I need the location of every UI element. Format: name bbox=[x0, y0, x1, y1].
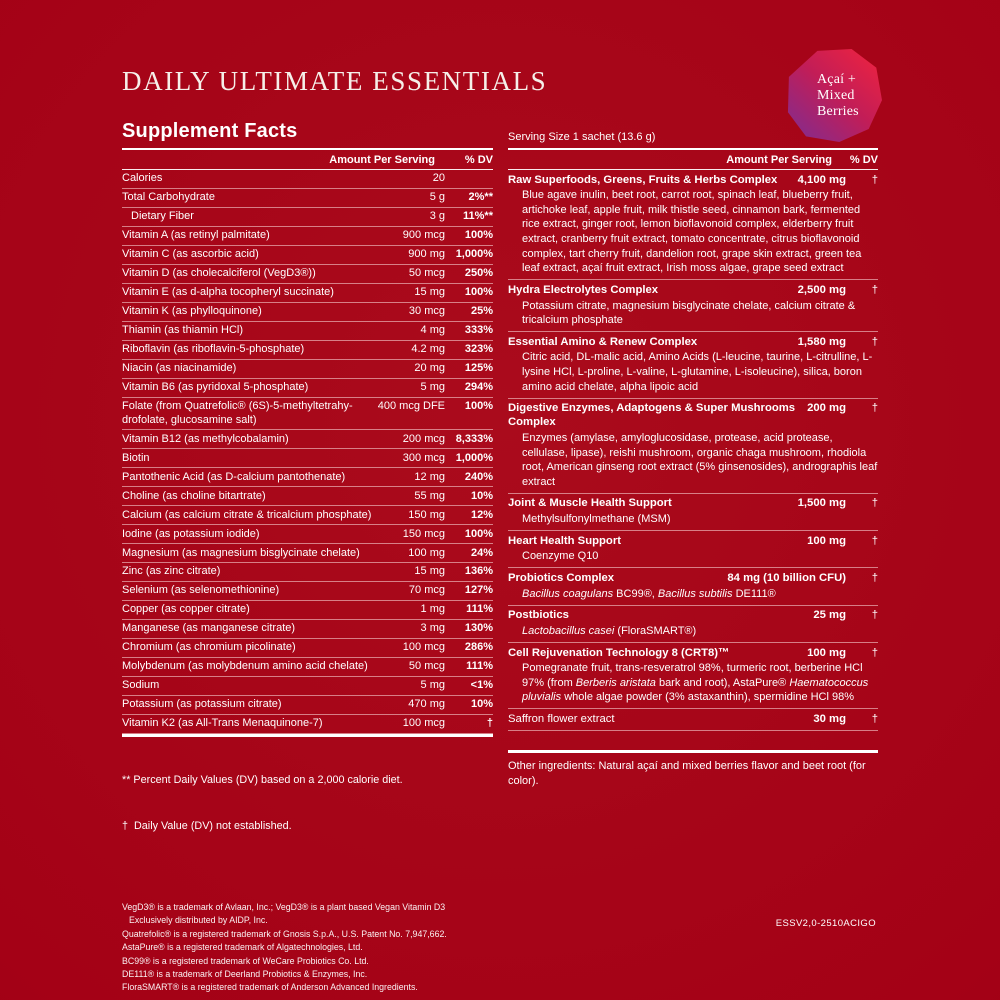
nutrient-row bbox=[122, 696, 493, 715]
complex-row bbox=[508, 170, 878, 280]
nutrient-row bbox=[122, 265, 493, 284]
nutrient-amount: 15 mg bbox=[414, 565, 445, 578]
nutrient-name: Vitamin B6 (as pyridoxal 5-phosphate) bbox=[122, 381, 309, 394]
nutrient-name: Pantothenic Acid (as D-calcium pantothenate) bbox=[122, 470, 346, 483]
complex-row bbox=[508, 280, 878, 332]
nutrient-dv: 127% bbox=[464, 584, 493, 597]
nutrient-amount: 900 mcg bbox=[402, 229, 445, 242]
nutrient-row bbox=[122, 620, 493, 639]
complex-row bbox=[508, 399, 878, 494]
nutrient-row bbox=[122, 322, 493, 341]
nutrient-row bbox=[122, 544, 493, 563]
nutrient-amount: 4.2 mg bbox=[411, 343, 445, 356]
nutrient-name: Riboflavin (as riboflavin-5-phosphate) bbox=[122, 343, 305, 356]
serving-size-wrap bbox=[508, 120, 878, 148]
nutrient-name: Magnesium (as magnesium bisglycinate chelate) bbox=[122, 546, 360, 559]
complex-dv: † bbox=[871, 534, 878, 547]
complex-row bbox=[508, 709, 878, 730]
complex-ingredients: Bacillus coagulans BC99®, Bacillus subtilis DE111® bbox=[522, 587, 776, 600]
nutrient-dv: 100% bbox=[464, 527, 493, 540]
nutrient-amount: 55 mg bbox=[414, 489, 445, 502]
nutrient-name: Vitamin C (as ascorbic acid) bbox=[122, 248, 259, 261]
nutrient-dv: 250% bbox=[464, 267, 493, 280]
nutrient-name: Calcium (as calcium citrate & tricalcium phosphate) bbox=[122, 508, 372, 521]
nutrient-dv: 333% bbox=[464, 324, 493, 337]
nutrient-dv: 10% bbox=[470, 489, 493, 502]
complex-dv: † bbox=[871, 646, 878, 659]
nutrient-row bbox=[122, 601, 493, 620]
product-code: ESSV2,0-2510ACIGO bbox=[775, 918, 876, 929]
nutrient-amount: 30 mcg bbox=[408, 305, 445, 318]
nutrient-name: Iodine (as potassium iodide) bbox=[122, 527, 260, 540]
complex-row bbox=[508, 494, 878, 531]
trademark-note: Exclusively distributed by AIDP, Inc. bbox=[129, 915, 268, 926]
complex-amount: 1,500 mg bbox=[797, 497, 846, 510]
complex-header bbox=[508, 283, 878, 297]
nutrient-dv: 286% bbox=[464, 641, 493, 654]
nutrient-amount: 400 mcg DFE bbox=[377, 400, 445, 413]
nutrient-dv: 1,000% bbox=[455, 248, 493, 261]
complex-amount: 1,580 mg bbox=[797, 335, 846, 348]
complex-header bbox=[508, 173, 878, 187]
nutrient-amount: 100 mcg bbox=[402, 641, 445, 654]
nutrient-amount: 150 mcg bbox=[402, 527, 445, 540]
nutrient-name: Potassium (as potassium citrate) bbox=[122, 698, 282, 711]
nutrient-dv: † bbox=[486, 717, 493, 730]
complex-ingredients: Enzymes (amylase, amyloglucosidase, protease, acid protease, cellulase, lipase), reishi mushroom, organic chaga mushroom, rhodiola root, American ginseng root extract (5% ginsenosides), andrographis leaf extract bbox=[522, 432, 878, 488]
flavor-line-2: Mixed bbox=[817, 87, 855, 103]
complex-dv: † bbox=[871, 713, 878, 726]
complex-header bbox=[508, 712, 878, 726]
amount-per-serving-header: Amount Per Serving bbox=[726, 154, 832, 166]
supplement-facts-heading: Supplement Facts bbox=[122, 120, 298, 142]
nutrient-dv: 11%** bbox=[463, 210, 493, 223]
nutrient-name: Vitamin B12 (as methylcobalamin) bbox=[122, 432, 289, 445]
complex-header bbox=[508, 646, 878, 660]
complex-name: Essential Amino & Renew Complex bbox=[508, 335, 698, 348]
nutrient-amount: 4 mg bbox=[420, 324, 445, 337]
right-facts-column bbox=[508, 120, 878, 995]
nutrient-table bbox=[122, 170, 493, 737]
trademark-note: FloraSMART® is a registered trademark of Anderson Advanced Ingredients. bbox=[122, 982, 418, 993]
complex-amount: 25 mg bbox=[813, 609, 846, 622]
nutrient-name: Folate (from Quatrefolic® (6S)-5-methyltetrahydrofolate, glucosamine salt) bbox=[122, 400, 353, 426]
nutrient-dv: 25% bbox=[470, 305, 493, 318]
nutrient-row bbox=[122, 379, 493, 398]
nutrient-row bbox=[122, 360, 493, 379]
complex-ingredients: Blue agave inulin, beet root, carrot root, spinach leaf, blueberry fruit, artichoke leaf, apple fruit, milk thistle seed, cinnamon bark, fermented rice extract, ginger root, lemon bioflavonoid complex, elderberry fruit extract, cranberry fruit extract, tomato concentrate, citrus bioflavonoid complex, tart cherry fruit, dandelion root, grape skin extract, green tea leaf extract, açaí fruit extract, Irish moss algae, grape seed extract bbox=[522, 189, 862, 275]
serving-size: Serving Size 1 sachet (13.6 g) bbox=[508, 131, 656, 143]
nutrient-amount: 900 mg bbox=[408, 248, 445, 261]
trademark-note: Quatrefolic® is a registered trademark of Gnosis S.p.A., U.S. Patent No. 7,947,662. bbox=[122, 928, 447, 939]
nutrient-amount: 50 mcg bbox=[408, 660, 445, 673]
complex-amount: 84 mg (10 billion CFU) bbox=[727, 572, 846, 585]
complex-row bbox=[508, 643, 878, 709]
complex-row bbox=[508, 606, 878, 643]
nutrient-name: Copper (as copper citrate) bbox=[122, 603, 250, 616]
table-end-rule bbox=[508, 750, 878, 753]
percent-dv-header: % DV bbox=[849, 154, 878, 166]
trademark-note: AstaPure® is a registered trademark of Algatechnologies, Ltd. bbox=[122, 942, 363, 953]
nutrient-row bbox=[122, 658, 493, 677]
complex-dv: † bbox=[871, 572, 878, 585]
nutrient-amount: 20 bbox=[432, 172, 445, 185]
nutrient-row bbox=[122, 284, 493, 303]
complex-ingredients: Potassium citrate, magnesium bisglycinate chelate, calcium citrate & tricalcium phosphate bbox=[522, 299, 856, 327]
supplement-facts-panel bbox=[122, 120, 878, 995]
nutrient-dv: 111% bbox=[466, 603, 493, 616]
complex-dv: † bbox=[871, 283, 878, 296]
left-column-header bbox=[122, 150, 493, 170]
nutrient-amount: 5 mg bbox=[420, 679, 445, 692]
nutrient-row bbox=[122, 430, 493, 449]
nutrient-dv: 10% bbox=[470, 698, 493, 711]
right-column-header bbox=[508, 150, 878, 170]
nutrient-row bbox=[122, 398, 493, 430]
nutrient-name: Sodium bbox=[122, 679, 160, 692]
nutrient-row bbox=[122, 341, 493, 360]
complex-amount: 30 mg bbox=[813, 713, 846, 726]
nutrient-dv: 100% bbox=[464, 286, 493, 299]
nutrient-amount: 300 mcg bbox=[402, 451, 445, 464]
nutrient-row bbox=[122, 677, 493, 696]
complex-ingredients: Methylsulfonylmethane (MSM) bbox=[522, 513, 671, 526]
nutrient-name: Chromium (as chromium picolinate) bbox=[122, 641, 296, 654]
nutrient-dv: 294% bbox=[464, 381, 493, 394]
complex-dv: † bbox=[871, 173, 878, 186]
nutrient-dv: 12% bbox=[470, 508, 493, 521]
nutrient-row bbox=[122, 468, 493, 487]
nutrient-amount: 3 mg bbox=[420, 622, 445, 635]
nutrient-amount: 50 mcg bbox=[408, 267, 445, 280]
amount-per-serving-header: Amount Per Serving bbox=[329, 154, 435, 166]
complex-dv: † bbox=[871, 497, 878, 510]
nutrient-row bbox=[122, 303, 493, 322]
footnotes bbox=[122, 742, 493, 866]
nutrient-name: Vitamin D (as cholecalciferol (VegD3®)) bbox=[122, 267, 316, 280]
nutrient-dv: 125% bbox=[464, 362, 493, 375]
nutrient-dv: 2%** bbox=[468, 191, 493, 204]
nutrient-name: Total Carbohydrate bbox=[122, 191, 215, 204]
left-facts-column bbox=[122, 120, 493, 995]
trademark-note: DE111® is a trademark of Deerland Probiotics & Enzymes, Inc. bbox=[122, 968, 368, 979]
footnote-dagger: † Daily Value (DV) not established. bbox=[122, 820, 292, 833]
nutrient-amount: 20 mg bbox=[414, 362, 445, 375]
nutrient-name: Manganese (as manganese citrate) bbox=[122, 622, 296, 635]
complex-amount: 200 mg bbox=[807, 402, 846, 415]
complex-header bbox=[508, 608, 878, 622]
complex-name: Digestive Enzymes, Adaptogens & Super Mushrooms Complex bbox=[508, 402, 796, 429]
complex-dv: † bbox=[871, 335, 878, 348]
nutrient-name: Niacin (as niacinamide) bbox=[122, 362, 237, 375]
nutrient-dv: 1,000% bbox=[455, 451, 493, 464]
nutrient-name: Selenium (as selenomethionine) bbox=[122, 584, 280, 597]
complex-row bbox=[508, 332, 878, 398]
nutrient-name: Thiamin (as thiamin HCl) bbox=[122, 324, 244, 337]
trademark-notes bbox=[122, 901, 493, 995]
nutrient-dv: <1% bbox=[470, 679, 493, 692]
nutrient-row bbox=[122, 715, 493, 734]
complex-amount: 2,500 mg bbox=[797, 283, 846, 296]
complex-name: Heart Health Support bbox=[508, 534, 621, 547]
nutrient-dv: 100% bbox=[464, 229, 493, 242]
nutrient-row bbox=[122, 639, 493, 658]
page-title: DAILY ULTIMATE ESSENTIALS bbox=[122, 66, 548, 96]
nutrient-row bbox=[122, 582, 493, 601]
nutrient-amount: 470 mg bbox=[408, 698, 445, 711]
complex-ingredients: Pomegranate fruit, trans-resveratrol 98%, turmeric root, berberine HCl 97% (from Berberis aristata bark and root), AstaPure® Haematococcus pluvialis whole algae powder (3% astaxanthin), spermidine HCl 98% bbox=[522, 662, 869, 704]
complex-header bbox=[508, 335, 878, 349]
nutrient-row bbox=[122, 563, 493, 582]
nutrient-amount: 12 mg bbox=[414, 470, 445, 483]
nutrient-name: Molybdenum (as molybdenum amino acid chelate) bbox=[122, 660, 368, 673]
complex-name: Probiotics Complex bbox=[508, 572, 615, 585]
complex-name: Saffron flower extract bbox=[508, 713, 615, 726]
nutrient-dv: 323% bbox=[464, 343, 493, 356]
trademark-note: VegD3® is a trademark of Avlaan, Inc.; VegD3® is a plant based Vegan Vitamin D3 bbox=[122, 901, 446, 912]
complex-name: Raw Superfoods, Greens, Fruits & Herbs Complex bbox=[508, 173, 778, 186]
nutrient-amount: 5 g bbox=[429, 191, 445, 204]
nutrient-amount: 5 mg bbox=[420, 381, 445, 394]
nutrient-amount: 100 mg bbox=[408, 546, 445, 559]
complex-dv: † bbox=[871, 402, 878, 415]
complex-dv: † bbox=[871, 609, 878, 622]
complex-amount: 100 mg bbox=[807, 646, 846, 659]
nutrient-name: Vitamin K2 (as All-Trans Menaquinone-7) bbox=[122, 717, 323, 730]
footnote-dv-basis: ** Percent Daily Values (DV) based on a 2,000 calorie diet. bbox=[122, 773, 403, 786]
nutrient-name: Dietary Fiber bbox=[131, 210, 194, 223]
nutrient-dv: 240% bbox=[464, 470, 493, 483]
flavor-line-1: Açaí + bbox=[817, 71, 857, 87]
trademark-note: BC99® is a registered trademark of WeCare Probiotics Co. Ltd. bbox=[122, 955, 369, 966]
nutrient-name: Vitamin E (as d-alpha tocopheryl succinate) bbox=[122, 286, 334, 299]
flavor-line-3: Berries bbox=[817, 103, 859, 119]
nutrient-row bbox=[122, 189, 493, 208]
nutrient-dv: 136% bbox=[464, 565, 493, 578]
complex-ingredients: Coenzyme Q10 bbox=[522, 550, 599, 563]
complex-amount: 100 mg bbox=[807, 534, 846, 547]
nutrient-amount: 3 g bbox=[429, 210, 445, 223]
complex-name: Postbiotics bbox=[508, 609, 569, 622]
nutrient-name: Calories bbox=[122, 172, 163, 185]
nutrient-name: Vitamin A (as retinyl palmitate) bbox=[122, 229, 270, 242]
nutrient-amount: 15 mg bbox=[414, 286, 445, 299]
complex-header bbox=[508, 571, 878, 585]
complex-header bbox=[508, 496, 878, 510]
nutrient-row bbox=[122, 449, 493, 468]
complex-header bbox=[508, 534, 878, 548]
nutrient-name: Choline (as choline bitartrate) bbox=[122, 489, 266, 502]
nutrient-row bbox=[122, 525, 493, 544]
complex-name: Hydra Electrolytes Complex bbox=[508, 283, 659, 296]
complex-ingredients: Citric acid, DL-malic acid, Amino Acids (L-leucine, taurine, L-citrulline, L-lysine HCl, L-proline, L-valine, L-glutamine, L-isoleucine), silica, boron amino acid chelate, alpha lipoic acid bbox=[522, 351, 873, 393]
nutrient-dv: 24% bbox=[470, 546, 493, 559]
complex-name: Cell Rejuvenation Technology 8 (CRT8)™ bbox=[508, 646, 730, 659]
nutrient-row bbox=[122, 208, 493, 227]
nutrient-row bbox=[122, 487, 493, 506]
nutrient-amount: 200 mcg bbox=[402, 432, 445, 445]
complex-name: Joint & Muscle Health Support bbox=[508, 497, 672, 510]
nutrient-amount: 70 mcg bbox=[408, 584, 445, 597]
nutrient-amount: 100 mcg bbox=[402, 717, 445, 730]
complex-ingredients: Lactobacillus casei (FloraSMART®) bbox=[522, 625, 697, 637]
nutrient-amount: 1 mg bbox=[420, 603, 445, 616]
nutrient-row bbox=[122, 227, 493, 246]
nutrient-name: Biotin bbox=[122, 451, 150, 464]
nutrient-amount: 150 mg bbox=[408, 508, 445, 521]
nutrient-dv: 130% bbox=[464, 622, 493, 635]
nutrient-dv: 100% bbox=[464, 400, 493, 413]
nutrient-dv: 111% bbox=[466, 660, 493, 673]
other-ingredients: Other ingredients: Natural açaí and mixed berries flavor and beet root (for color). bbox=[508, 759, 866, 787]
nutrient-row bbox=[122, 170, 493, 189]
nutrient-name: Zinc (as zinc citrate) bbox=[122, 565, 221, 578]
complex-amount: 4,100 mg bbox=[797, 173, 846, 186]
complex-table bbox=[508, 170, 878, 731]
nutrient-row bbox=[122, 246, 493, 265]
complex-row bbox=[508, 531, 878, 568]
complex-row bbox=[508, 568, 878, 605]
complex-header bbox=[508, 401, 878, 429]
percent-dv-header: % DV bbox=[464, 154, 493, 166]
nutrient-dv: 8,333% bbox=[455, 432, 493, 445]
nutrient-row bbox=[122, 506, 493, 525]
nutrient-name: Vitamin K (as phylloquinone) bbox=[122, 305, 262, 318]
supplement-facts-heading-wrap bbox=[122, 120, 493, 148]
